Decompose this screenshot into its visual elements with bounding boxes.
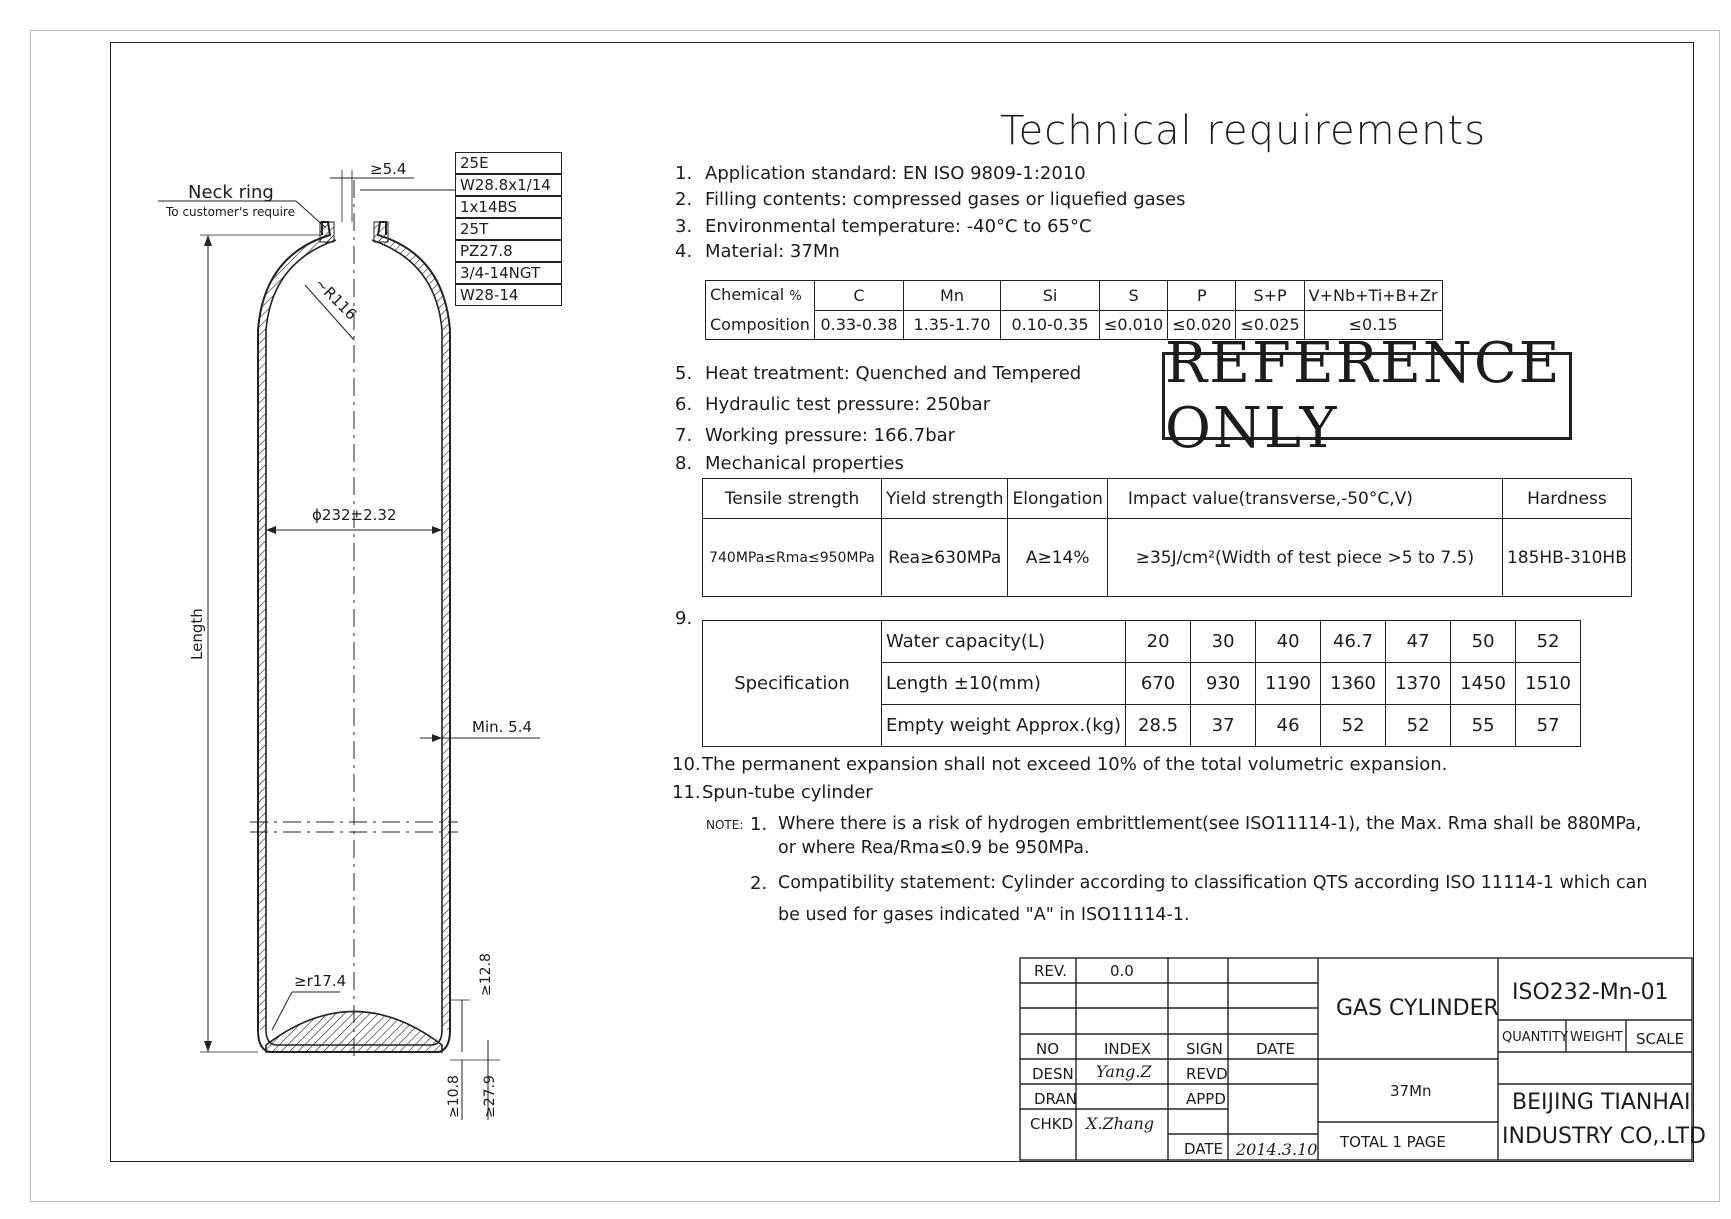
note-2-number: 2. <box>750 873 768 894</box>
requirement-item: 6. Hydraulic test pressure: 250bar <box>675 394 991 415</box>
spec-cell: 46 <box>1256 705 1321 747</box>
appd-label: APPD <box>1186 1090 1226 1108</box>
quantity-label: QUANTITY <box>1502 1030 1569 1045</box>
neck-ring-note: To customer's require <box>166 205 295 219</box>
requirement-item: 1. Application standard: EN ISO 9809-1:2010 <box>675 163 1086 184</box>
mech-value: 740MPa≤Rma≤950MPa <box>703 519 882 597</box>
chem-value: 0.10-0.35 <box>1001 310 1100 340</box>
dim-10-8-label: ≥10.8 <box>446 1075 462 1118</box>
chem-value: 0.33-0.38 <box>815 310 904 340</box>
index-label: INDEX <box>1104 1040 1151 1058</box>
mech-header: Yield strength <box>882 479 1008 519</box>
date-label: DATE <box>1184 1140 1224 1158</box>
product-name: GAS CYLINDER <box>1336 996 1499 1021</box>
chem-header: Si <box>1001 281 1100 311</box>
desn-label: DESN <box>1032 1065 1074 1083</box>
spec-cell: 1370 <box>1386 663 1451 705</box>
rev-label: REV. <box>1034 962 1067 980</box>
date-value: 2014.3.10 <box>1236 1140 1318 1159</box>
chem-header: P <box>1168 281 1236 311</box>
spec-cell: 40 <box>1256 621 1321 663</box>
company-name-line-1: BEIJING TIANHAI <box>1512 1090 1691 1115</box>
spec-cell: 30 <box>1191 621 1256 663</box>
note-2-line-1: Compatibility statement: Cylinder according to classification QTS according ISO 11114-1 which can <box>778 873 1648 893</box>
page-title: Technical requirements <box>1000 108 1487 154</box>
requirement-item: 3. Environmental temperature: -40°C to 65°C <box>675 216 1092 237</box>
chem-value: ≤0.025 <box>1236 310 1304 340</box>
note-1-line-1: Where there is a risk of hydrogen embrittlement(see ISO11114-1), the Max. Rma shall be 880MPa, <box>778 814 1642 834</box>
spec-cell: 28.5 <box>1126 705 1191 747</box>
spec-cell: 52 <box>1516 621 1581 663</box>
chem-header: Mn <box>904 281 1001 311</box>
requirement-item: 2. Filling contents: compressed gases or liquefied gases <box>675 189 1186 210</box>
mech-header: Tensile strength <box>703 479 882 519</box>
mech-header: Hardness <box>1502 479 1631 519</box>
requirement-item: 5. Heat treatment: Quenched and Tempered <box>675 363 1082 384</box>
spec-cell: 1190 <box>1256 663 1321 705</box>
requirement-item: 8. Mechanical properties <box>675 453 904 474</box>
dran-label: DRAN <box>1034 1090 1077 1108</box>
base-radius-label: ≥r17.4 <box>294 972 347 990</box>
spec-cell: 37 <box>1191 705 1256 747</box>
chem-header: V+Nb+Ti+B+Zr <box>1304 281 1442 311</box>
note-label: NOTE: <box>706 818 744 832</box>
weight-label: WEIGHT <box>1570 1030 1623 1045</box>
spec-cell: 20 <box>1126 621 1191 663</box>
rev-value: 0.0 <box>1110 962 1134 980</box>
chem-value: ≤0.020 <box>1168 310 1236 340</box>
thread-option: 3/4-14NGT <box>455 262 562 284</box>
note-1-number: 1. <box>750 814 768 835</box>
requirement-item: 11.Spun-tube cylinder <box>672 782 873 803</box>
sign-label: SIGN <box>1186 1040 1223 1058</box>
no-label: NO <box>1036 1040 1060 1058</box>
designer-signature: Yang.Z <box>1096 1062 1152 1081</box>
dim-12-8-label: ≥12.8 <box>478 953 494 996</box>
chkd-label: CHKD <box>1030 1115 1074 1133</box>
date-header: DATE <box>1256 1040 1296 1058</box>
neck-ring-label: Neck ring <box>188 182 274 203</box>
thread-option: W28-14 <box>455 284 562 306</box>
total-pages: TOTAL 1 PAGE <box>1340 1133 1446 1151</box>
checker-signature: X.Zhang <box>1086 1114 1154 1133</box>
mech-header: Elongation <box>1008 479 1107 519</box>
material-value: 37Mn <box>1390 1082 1432 1100</box>
thread-option: 25E <box>455 152 562 174</box>
mech-value: Rea≥630MPa <box>882 519 1008 597</box>
thread-option: 25T <box>455 218 562 240</box>
chem-header: S <box>1100 281 1168 311</box>
thread-option: 1x14BS <box>455 196 562 218</box>
spec-cell: 50 <box>1451 621 1516 663</box>
spec-cell: 1360 <box>1321 663 1386 705</box>
diameter-label: ϕ232±2.32 <box>312 506 397 524</box>
spec-label: Specification <box>703 621 882 747</box>
requirement-item: 7. Working pressure: 166.7bar <box>675 425 956 446</box>
requirement-item: 4. Material: 37Mn <box>675 241 840 262</box>
chem-value: 1.35-1.70 <box>904 310 1001 340</box>
mech-value: 185HB-310HB <box>1502 519 1631 597</box>
spec-number: 9. <box>675 608 693 629</box>
spec-row-name: Length ±10(mm) <box>882 663 1126 705</box>
chem-value: ≤0.15 <box>1304 310 1442 340</box>
spec-cell: 670 <box>1126 663 1191 705</box>
min-wall-label: Min. 5.4 <box>472 718 533 736</box>
spec-cell: 47 <box>1386 621 1451 663</box>
chem-header: C <box>815 281 904 311</box>
radius-label: ~R116 <box>311 274 361 324</box>
note-1-line-2: or where Rea/Rma≤0.9 be 950MPa. <box>778 838 1090 858</box>
chem-header: S+P <box>1236 281 1304 311</box>
spec-cell: 46.7 <box>1321 621 1386 663</box>
mech-header: Impact value(transverse,-50°C,V) <box>1107 479 1502 519</box>
spec-cell: 52 <box>1386 705 1451 747</box>
spec-row-name: Water capacity(L) <box>882 621 1126 663</box>
dim-27-9-label: ≥27.9 <box>482 1075 498 1118</box>
thread-option: PZ27.8 <box>455 240 562 262</box>
scale-label: SCALE <box>1636 1030 1685 1048</box>
drawing-number: ISO232-Mn-01 <box>1512 980 1669 1005</box>
length-label: Length <box>188 608 206 660</box>
requirement-item: 10.The permanent expansion shall not exceed 10% of the total volumetric expansion. <box>672 754 1448 775</box>
chem-value: ≤0.010 <box>1100 310 1168 340</box>
note-2-line-2: be used for gases indicated "A" in ISO11114-1. <box>778 905 1190 925</box>
reference-only-stamp: REFERENCE ONLY <box>1162 352 1572 440</box>
spec-cell: 930 <box>1191 663 1256 705</box>
spec-cell: 52 <box>1321 705 1386 747</box>
spec-cell: 57 <box>1516 705 1581 747</box>
mech-value: ≥35J/cm²(Width of test piece >5 to 7.5) <box>1107 519 1502 597</box>
top-dimension: ≥5.4 <box>370 160 407 178</box>
spec-cell: 55 <box>1451 705 1516 747</box>
company-name-line-2: INDUSTRY CO,.LTD <box>1502 1124 1706 1149</box>
spec-row-name: Empty weight Approx.(kg) <box>882 705 1126 747</box>
mech-value: A≥14% <box>1008 519 1107 597</box>
thread-option: W28.8x1/14 <box>455 174 562 196</box>
spec-cell: 1510 <box>1516 663 1581 705</box>
spec-cell: 1450 <box>1451 663 1516 705</box>
revd-label: REVD <box>1186 1065 1228 1083</box>
chemical-label: Chemical % Composition <box>706 281 815 340</box>
